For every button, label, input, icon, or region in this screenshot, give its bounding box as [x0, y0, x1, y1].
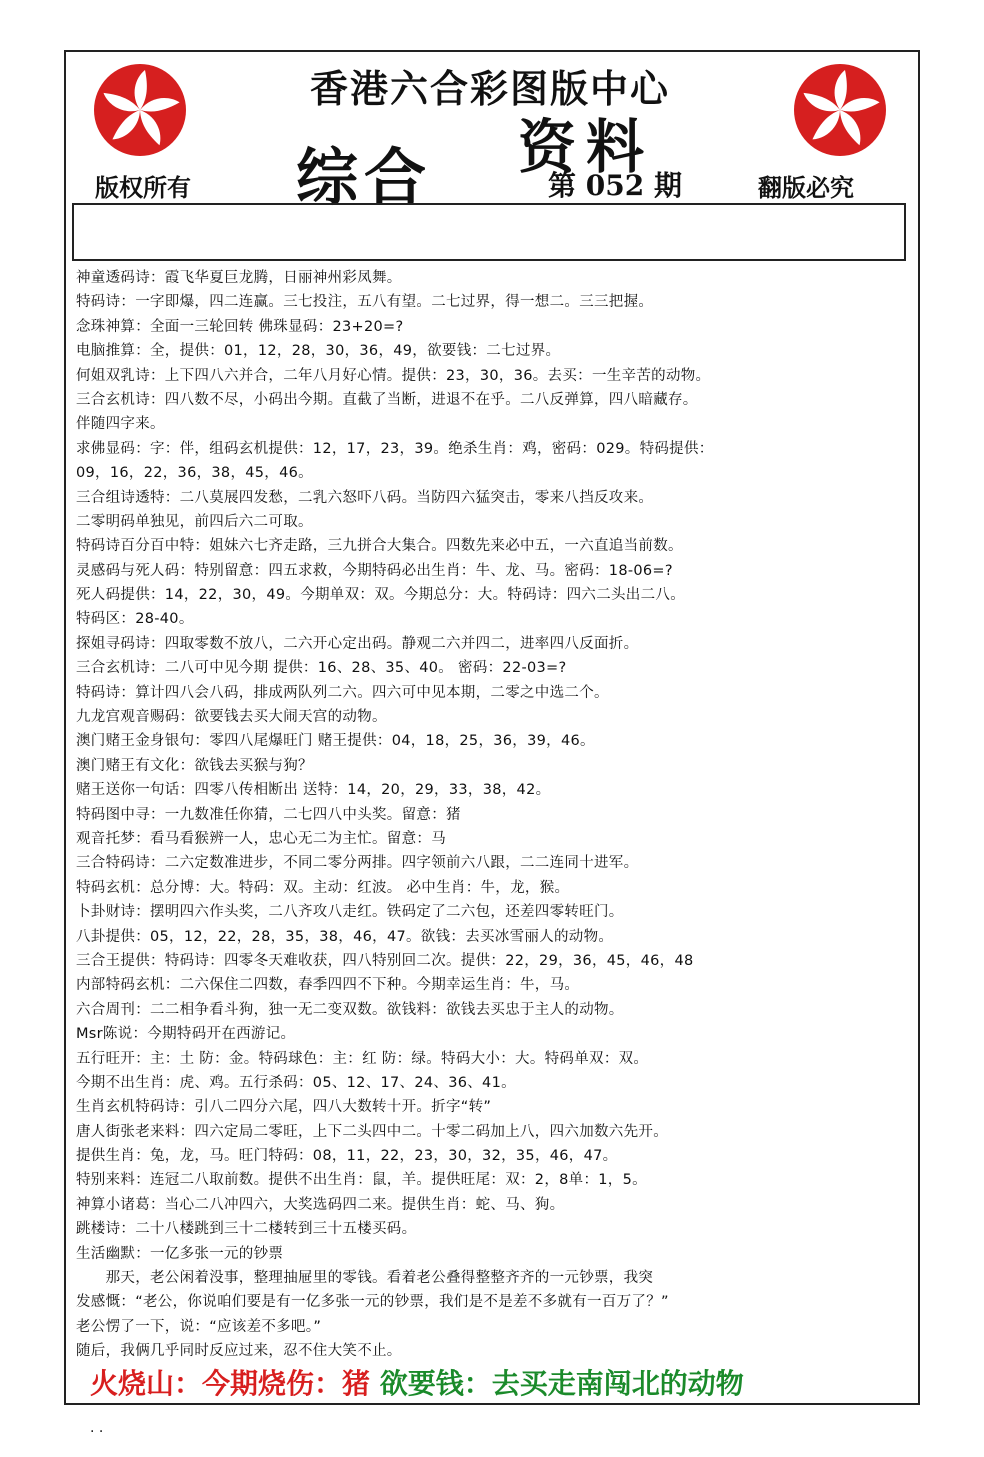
- issue-number: 第 052 期: [548, 169, 682, 202]
- text-line: 念珠神算：全面一三轮回转 佛珠显码：23+20=?: [76, 318, 404, 335]
- text-line: 死人码提供：14，22，30，49。今期单双：双。今期总分：大。特码诗：四六二头出二八。: [76, 587, 685, 604]
- text-line: 生活幽默：一亿多张一元的钞票: [76, 1245, 284, 1262]
- text-line: 特别来料：连冠二八取前数。提供不出生肖：鼠，羊。提供旺尾：双：2，8单：1，5。: [76, 1172, 647, 1189]
- text-line: 探姐寻码诗：四取零数不放八，二六开心定出码。静观二六并四二，进率四八反面折。: [76, 635, 639, 652]
- text-line: 三合玄机诗：四八数不尽，小码出今期。直截了当断，进退不在乎。二八反弹算，四八暗藏存。: [76, 391, 698, 408]
- text-line: 澳门赌王有文化：欲钱去买猴与狗？: [76, 757, 313, 774]
- content-body: [76, 266, 910, 1364]
- text-line: 卜卦财诗：摆明四六作头奖，二八齐攻八走红。铁码定了二六包，还差四零转旺门。: [76, 904, 624, 921]
- text-line: 唐人街张老来料：四六定局二零旺，上下二头四中二。十零二码加上八，四六加数六先开。: [76, 1123, 668, 1140]
- footer-money-text: 欲要钱：去买走南闯北的动物: [379, 1367, 744, 1400]
- text-line: 提供生肖：兔，龙，马。旺门特码：08，11，22，23，30，32，35，46，47。: [76, 1148, 618, 1165]
- bauhinia-emblem-icon: [90, 60, 190, 160]
- text-line: 赌王送你一句话：四零八传相断出 送特：14，20，29，33，38，42。: [76, 782, 551, 799]
- text-line: 发感慨：“老公，你说咱们要是有一亿多张一元的钞票，我们是不是差不多就有一百万了？”: [76, 1294, 669, 1311]
- text-line: 五行旺开：主：土 防：金。特码球色：主：红 防：绿。特码大小：大。特码单双：双。: [76, 1050, 649, 1067]
- text-line: 灵感码与死人码：特别留意：四五求救，今期特码必出生肖：牛、龙、马。密码：18-06=?: [76, 562, 673, 579]
- text-line: 电脑推算：全，提供：01，12，28，30，36，49，欲要钱：二七过界。: [76, 343, 561, 360]
- text-line: 特码诗百分百中特：姐妹六七齐走路，三九拼合大集合。四数先来必中五，一六直追当前数。: [76, 538, 683, 555]
- text-line: 三合组诗透特：二八莫展四发愁，二乳六怒吓八码。当防四六猛突击，零来八挡反攻来。: [76, 489, 654, 506]
- text-line: 三合特码诗：二六定数准进步，不同二零分两排。四字领前六八跟，二二连同十进军。: [76, 855, 639, 872]
- blank-banner-box: [72, 203, 906, 261]
- text-line: 随后，我俩几乎同时反应过来，忍不住大笑不止。: [76, 1343, 402, 1360]
- text-line: 那天，老公闲着没事，整理抽屉里的零钱。看着老公叠得整整齐齐的一元钞票，我突: [76, 1270, 654, 1287]
- footer-banner: [90, 1362, 744, 1402]
- text-line: 神童透码诗：霞飞华夏巨龙腾，日丽神州彩凤舞。: [76, 270, 402, 286]
- text-line: 神算小诸葛：当心二八冲四六，大奖选码四二来。提供生肖：蛇、马、狗。: [76, 1196, 565, 1213]
- text-line: 老公愣了一下，说：“应该差不多吧。”: [76, 1318, 322, 1335]
- text-line: 何姐双乳诗：上下四八六并合，二年八月好心情。提供：23，30，36。去买：一生辛苦的动物。: [76, 367, 711, 384]
- header-main-right: 资料: [518, 113, 655, 181]
- bottom-mark: . .: [90, 1420, 104, 1436]
- text-line: 09，16，22，36，38，45，46。: [76, 465, 313, 482]
- text-line: Msr陈说：今期特码开在西游记。: [76, 1026, 296, 1043]
- copyright-label: 版权所有: [95, 173, 191, 202]
- text-line: 特码诗：算计四八会八码，排成两队列二六。四六可中见本期，二零之中选二个。: [76, 684, 609, 701]
- text-line: 六合周刊：二二相争看斗狗，独一无二变双数。欲钱料：欲钱去买忠于主人的动物。: [76, 1001, 624, 1018]
- text-line: 特码图中寻：一九数准任你猜，二七四八中头奖。留意：猪: [76, 806, 461, 823]
- piracy-label: 翻版必究: [758, 173, 854, 202]
- header-title: 香港六合彩图版中心: [309, 66, 670, 111]
- text-line: 八卦提供：05，12，22，28，35，38，46，47。欲钱：去买冰雪丽人的动物。: [76, 928, 614, 945]
- text-line: 特码诗：一字即爆，四二连赢。三七投注，五八有望。二七过界，得一想二。三三把握。: [76, 294, 654, 311]
- text-line: 三合玄机诗：二八可中见今期 提供：16、28、35、40。 密码：22-03=?: [76, 660, 567, 677]
- bauhinia-emblem-icon: [790, 60, 890, 160]
- text-line: 特码玄机：总分博：大。特码：双。主动：红波。 必中生肖：牛，龙，猴。: [76, 879, 570, 896]
- text-line: 特码区：28-40。: [76, 611, 194, 628]
- text-line: 伴随四字来。: [76, 416, 165, 433]
- text-line: 澳门赌王金身银句：零四八尾爆旺门 赌王提供：04，18，25，36，39，46。: [76, 733, 595, 750]
- text-line: 九龙宫观音赐码：欲要钱去买大闹天宫的动物。: [76, 709, 387, 726]
- text-line: 三合王提供：特码诗：四零冬天难收获，四八特别回二次。提供：22，29，36，45，46，48: [76, 952, 694, 969]
- text-line: 跳楼诗：二十八楼跳到三十二楼转到三十五楼买码。: [76, 1221, 417, 1238]
- text-line: 求佛显码：字：伴，组码玄机提供：12，17，23，39。绝杀生肖：鸡，密码：029。特码提供：: [76, 440, 714, 457]
- text-line: 生肖玄机特码诗：引八二四分六尾，四八大数转十开。折字“转”: [76, 1099, 492, 1116]
- text-line: 观音托梦：看马看猴辨一人，忠心无二为主忙。留意：马: [76, 830, 446, 847]
- text-line: 内部特码玄机：二六保住二四数，春季四四不下种。今期幸运生肖：牛，马。: [76, 977, 580, 994]
- footer-fire-text: 火烧山：今期烧伤：猪: [90, 1367, 371, 1400]
- text-line: 二零明码单独见，前四后六二可取。: [76, 513, 313, 530]
- header-main-left: 综合: [296, 141, 433, 214]
- text-line: 今期不出生肖：虎、鸡。五行杀码：05、12、17、24、36、41。: [76, 1074, 516, 1091]
